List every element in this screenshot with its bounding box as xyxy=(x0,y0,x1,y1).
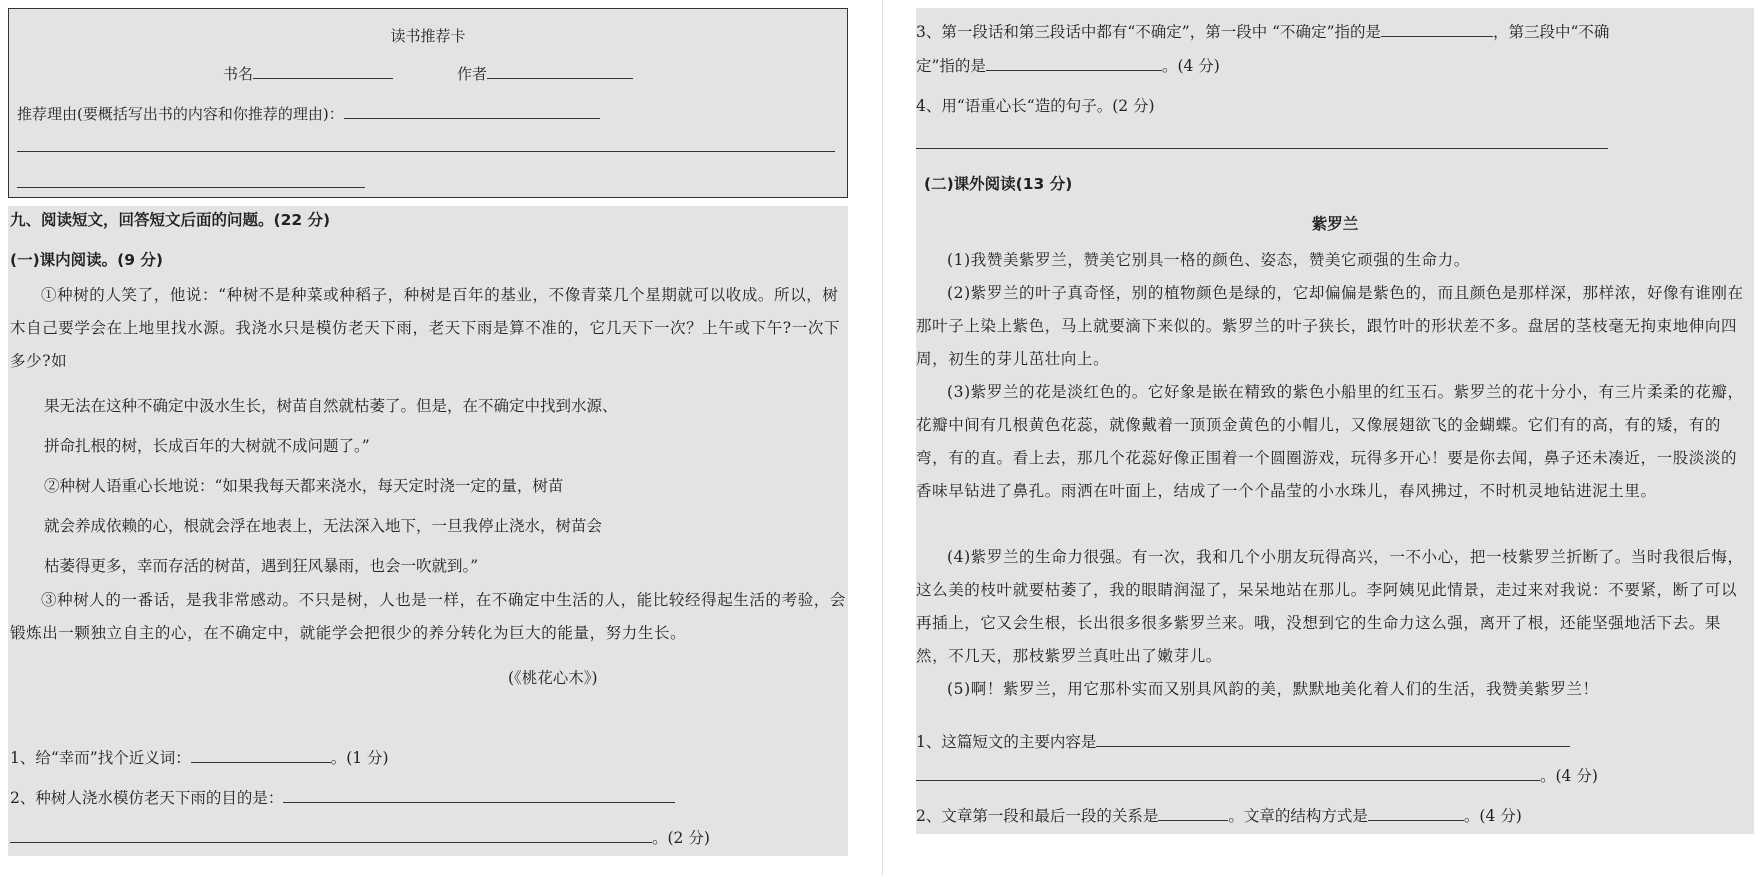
in-class-reading xyxy=(8,206,848,856)
left-column xyxy=(8,8,848,847)
question-2 xyxy=(10,786,675,808)
paragraph-1-end: 拼命扎根的树，长成百年的大树就不成问题了。” xyxy=(44,437,370,455)
reason-line-2[interactable] xyxy=(17,187,365,188)
question-2-blank-2[interactable] xyxy=(10,828,652,843)
question-4: 4、用“语重心长“造的句子。(2 分) xyxy=(916,97,1155,115)
question-4-blank[interactable] xyxy=(916,148,1608,149)
reading-question-1-score: 。(4 分) xyxy=(1540,767,1598,785)
author-field[interactable] xyxy=(457,63,633,84)
reading-recommend-card xyxy=(8,8,848,198)
paragraph-1-cont: 果无法在这种不确定中汲水生长，树苗自然就枯萎了。但是，在不确定中找到水源、 xyxy=(44,397,618,415)
reading-question-2-blank-2[interactable] xyxy=(1368,806,1464,821)
reading-question-1-text: 1、这篇短文的主要内容是 xyxy=(916,733,1097,751)
question-3-score: 。(4 分) xyxy=(1161,57,1220,75)
question-3-blank-1[interactable] xyxy=(1381,22,1493,37)
article-paragraph-1: (1)我赞美紫罗兰，赞美它别具一格的颜色、姿态，赞美它顽强的生命力。 xyxy=(947,251,1470,269)
question-3-text: 3、第一段话和第三段话中都有“不确定”，第一段中 “不确定”指的是 xyxy=(916,23,1381,41)
reading-question-1-blank-2[interactable] xyxy=(916,766,1540,781)
article-paragraph-2: (2)紫罗兰的叶子真奇怪，别的植物颜色是绿的，它却偏偏是紫色的，而且颜色是那样深，那样浓，好像有谁刚在那叶子上染上紫色，马上就要滴下来似的。紫罗兰的叶子狭长，跟竹叶的形状差不多。盘居的茎枝毫无拘束地伸向四周，初生的芽儿茁壮向上。 xyxy=(916,284,1744,368)
article-paragraph-4: (4)紫罗兰的生命力很强。有一次，我和几个小朋友玩得高兴，一不小心，把一枝紫罗兰折断了。当时我很后悔，这么美的枝叶就要枯萎了，我的眼睛润湿了，呆呆地站在那儿。李阿姨见此情景，走过来对我说：不要紧，断了可以再插上，它又会生根，长出很多很多紫罗兰来。哦，没想到它的生命力这么强，离开了根，还能坚强地活下去。果然，不几天，那枝紫罗兰真吐出了嫩芽儿。 xyxy=(916,548,1744,665)
right-block xyxy=(916,8,1754,834)
paragraph-1: ①种树的人笑了，他说：“种树不是种菜或种稻子，种树是百年的基业，不像青菜几个星期就可以收成。所以，树木自己要学会在上地里找水源。我浇水只是模仿老天下雨，老天下雨是算不准的，它几天下一次？上午或下午?一次下多少?如 xyxy=(10,286,841,370)
question-2-blank[interactable] xyxy=(283,788,675,803)
reason-blank[interactable] xyxy=(344,104,600,119)
book-label: 书名 xyxy=(223,65,254,83)
card-title: 读书推荐卡 xyxy=(390,27,466,45)
source-citation: (《桃花心木》) xyxy=(508,669,598,687)
question-3-blank-2[interactable] xyxy=(986,56,1162,71)
question-1-text: 1、给“幸而”找个近义词： xyxy=(10,749,191,767)
question-3-text-2: ，第三段中“不确 xyxy=(1493,23,1610,41)
paragraph-3: ③种树人的一番话，是我非常感动。不只是树，人也是一样，在不确定中生活的人，能比较经得起生活的考验，会锻炼出一颗独立自主的心，在不确定中，就能学会把很少的养分转化为巨大的能量，努力生长。 xyxy=(10,591,847,642)
book-field[interactable] xyxy=(223,63,393,84)
in-class-subtitle: (一)课内阅读。(9 分) xyxy=(10,251,164,269)
question-2-score: 。(2 分) xyxy=(652,829,710,847)
reading-question-2-text: 2、文章第一段和最后一段的关系是 xyxy=(916,807,1159,825)
question-1-score: 。(1 分) xyxy=(330,749,389,767)
extracurricular-subtitle: (二)课外阅读(13 分) xyxy=(924,175,1073,193)
reading-question-2-blank-1[interactable] xyxy=(1158,806,1228,821)
reading-question-2-text-2: 。文章的结构方式是 xyxy=(1228,807,1368,825)
article-paragraph-3: (3)紫罗兰的花是淡红色的。它好象是嵌在精致的紫色小船里的红玉石。紫罗兰的花十分小，有三片柔柔的花瓣，花瓣中间有几根黄色花蕊，就像戴着一顶顶金黄色的小帽儿，又像展翅欲飞的金蝴蝶。它们有的高，有的矮，有的弯，有的直。看上去，那几个花蕊好像正围着一个圆圈游戏，玩得多开心！要是你去闻，鼻子还未凑近，一股淡淡的香味早钻进了鼻孔。雨洒在叶面上，结成了一个个晶莹的小水珠儿，春风拂过，不时机灵地钻进泥土里。 xyxy=(916,383,1744,500)
section-title: 九、阅读短文，回答短文后面的问题。(22 分) xyxy=(10,211,331,229)
book-blank[interactable] xyxy=(253,64,393,79)
question-3-line-2 xyxy=(916,54,1220,76)
paragraph-2-end: 枯萎得更多，幸而存活的树苗，遇到狂风暴雨，也会一吹就到。” xyxy=(44,557,479,575)
reading-question-1-line xyxy=(916,764,1598,786)
article-paragraph-5: (5)啊！紫罗兰，用它那朴实而又别具风韵的美，默默地美化着人们的生活，我赞美紫罗兰！ xyxy=(947,680,1599,698)
reading-question-1-blank[interactable] xyxy=(1096,732,1570,747)
reading-question-2-score: 。(4 分) xyxy=(1463,807,1522,825)
reading-question-1 xyxy=(916,730,1570,752)
column-divider xyxy=(882,0,883,876)
question-1-blank[interactable] xyxy=(191,748,331,763)
reason-line-1[interactable] xyxy=(17,151,835,152)
author-blank[interactable] xyxy=(487,64,633,79)
reason-label: 推荐理由(要概括写出书的内容和你推荐的理由)： xyxy=(17,105,344,123)
question-3 xyxy=(916,20,1609,42)
reading-question-2 xyxy=(916,804,1522,826)
reason-field[interactable] xyxy=(17,103,600,124)
question-1 xyxy=(10,746,389,768)
author-label: 作者 xyxy=(457,65,488,83)
article-title: 紫罗兰 xyxy=(1311,215,1359,233)
paragraph-2-cont: 就会养成依赖的心，根就会浮在地表上，无法深入地下，一旦我停止浇水，树苗会 xyxy=(44,517,603,535)
paragraph-2: ②种树人语重心长地说：“如果我每天都来浇水，每天定时浇一定的量，树苗 xyxy=(44,477,564,495)
question-2-text: 2、种树人浇水模仿老天下雨的目的是： xyxy=(10,789,284,807)
question-2-line xyxy=(10,826,710,848)
question-3-text-3: 定”指的是 xyxy=(916,57,986,75)
